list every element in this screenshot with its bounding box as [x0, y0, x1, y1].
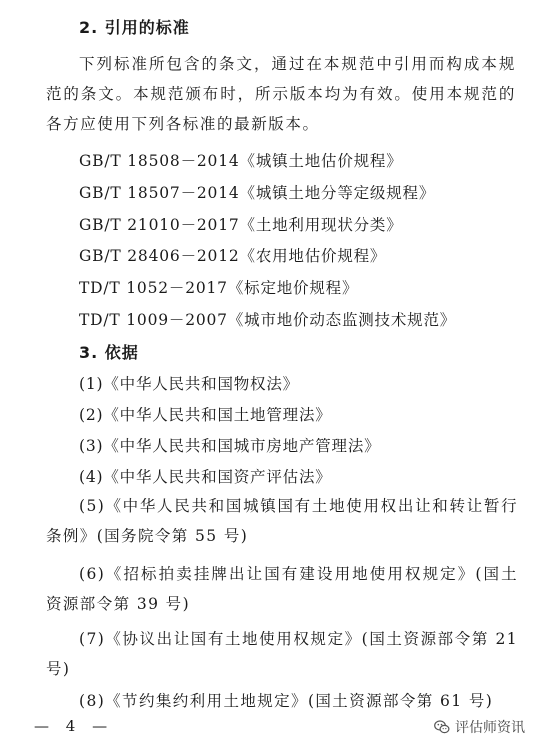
- watermark: [434, 717, 525, 737]
- standard-ref: GB/T 21010－2017《土地利用现状分类》: [79, 216, 403, 234]
- basis-item: (2)《中华人民共和国土地管理法》: [79, 406, 332, 424]
- wechat-icon: [434, 719, 450, 735]
- basis-item: (6)《招标拍卖挂牌出让国有建设用地使用权规定》(国土资源部令第 39 号): [46, 565, 518, 613]
- basis-item: (1)《中华人民共和国物权法》: [79, 375, 299, 393]
- standard-ref: GB/T 18507－2014《城镇土地分等定级规程》: [79, 184, 436, 202]
- standard-ref: GB/T 28406－2012《农用地估价规程》: [79, 247, 387, 265]
- section-2-heading: 2. 引用的标准: [79, 18, 190, 37]
- section-3-heading: 3. 依据: [79, 343, 139, 362]
- page-number: — 4 —: [34, 717, 114, 735]
- basis-item: (5)《中华人民共和国城镇国有土地使用权出让和转让暂行条例》(国务院令第 55 号): [46, 497, 518, 545]
- basis-item: (8)《节约集约利用土地规定》(国土资源部令第 61 号): [79, 692, 494, 710]
- watermark-text: 评估师资讯: [455, 720, 525, 736]
- standard-ref: TD/T 1009－2007《城市地价动态监测技术规范》: [79, 311, 457, 329]
- standard-ref: GB/T 18508－2014《城镇土地估价规程》: [79, 152, 403, 170]
- basis-item: (4)《中华人民共和国资产评估法》: [79, 468, 332, 486]
- basis-item: (7)《协议出让国有土地使用权规定》(国土资源部令第 21 号): [46, 630, 518, 678]
- section-2-paragraph: 下列标准所包含的条文，通过在本规范中引用而构成本规范的条文。本规范颁布时，所示版本均为有效。使用本规范的各方应使用下列各标准的最新版本。: [46, 55, 516, 133]
- basis-item: (3)《中华人民共和国城市房地产管理法》: [79, 437, 381, 455]
- standard-ref: TD/T 1052－2017《标定地价规程》: [79, 279, 359, 297]
